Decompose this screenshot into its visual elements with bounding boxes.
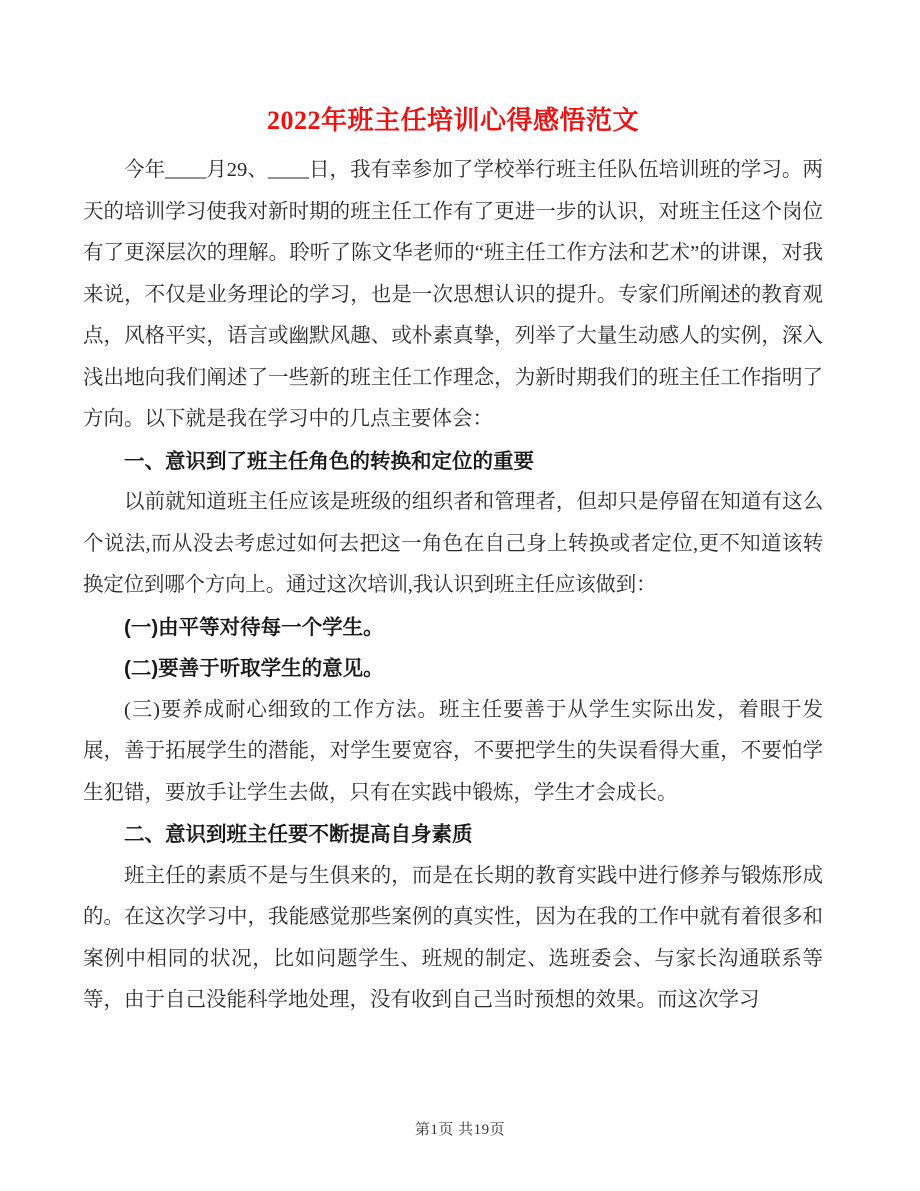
paragraph-self-quality: 班主任的素质不是与生俱来的，而是在长期的教育实践中进行修养与锻炼形成的。在这次学习中，我能感觉那些案例的真实性，因为在我的工作中就有着很多和案例中相同的状况，比如问题学生、班规的制定、选班委会、与家长沟通联系等等，由于自己没能科学地处理，没有收到自己当时预想的效果。而这次学习 (83, 864, 823, 1011)
paragraph-subitem-three: (三)要养成耐心细致的工作方法。班主任要善于从学生实际出发，着眼于发展，善于拓展学生的潜能，对学生要宽容，不要把学生的失误看得大重，不要怕学生犯错，要放手让学生去做，只有在实践中锻炼，学生才会成长。 (83, 698, 823, 804)
page-title: 2022年班主任培训心得感悟范文 (266, 106, 639, 135)
subitem-one: (一)由平等对待每一个学生。 (124, 615, 384, 639)
section-heading-one: 一、意识到了班主任角色的转换和定位的重要 (124, 449, 534, 473)
page-number-label: 第1页 共19页 (414, 1122, 506, 1138)
paragraph-role-transition: 以前就知道班主任应该是班级的组织者和管理者，但却只是停留在知道有这么个说法,而从没去考虑过如何去把这一角色在自己身上转换或者定位,更不知道该转换定位到哪个方向上。通过这次培训,我认识到班主任应该做到： (83, 491, 823, 596)
document-content (83, 100, 823, 1022)
section-heading-two: 二、意识到班主任要不断提高自身素质 (124, 823, 473, 846)
paragraph-intro: 今年____月29、____日，我有幸参加了学校举行班主任队伍培训班的学习。两天的培训学习使我对新时期的班主任工作有了更进一步的认识，对班主任这个岗位有了更深层次的理解。聆听了陈文华老师的“班主任工作方法和艺术”的讲课，对我来说，不仅是业务理论的学习，也是一次思想认识的提升。专家们所阐述的教育观点，风格平实，语言或幽默风趣、或朴素真挚，列举了大量生动感人的实例，深入浅出地向我们阐述了一些新的班主任工作理念，为新时期我们的班主任工作指明了方向。以下就是我在学习中的几点主要体会： (83, 159, 823, 430)
subitem-two: (二)要善于听取学生的意见。 (124, 657, 384, 680)
page-footer (0, 1118, 920, 1139)
